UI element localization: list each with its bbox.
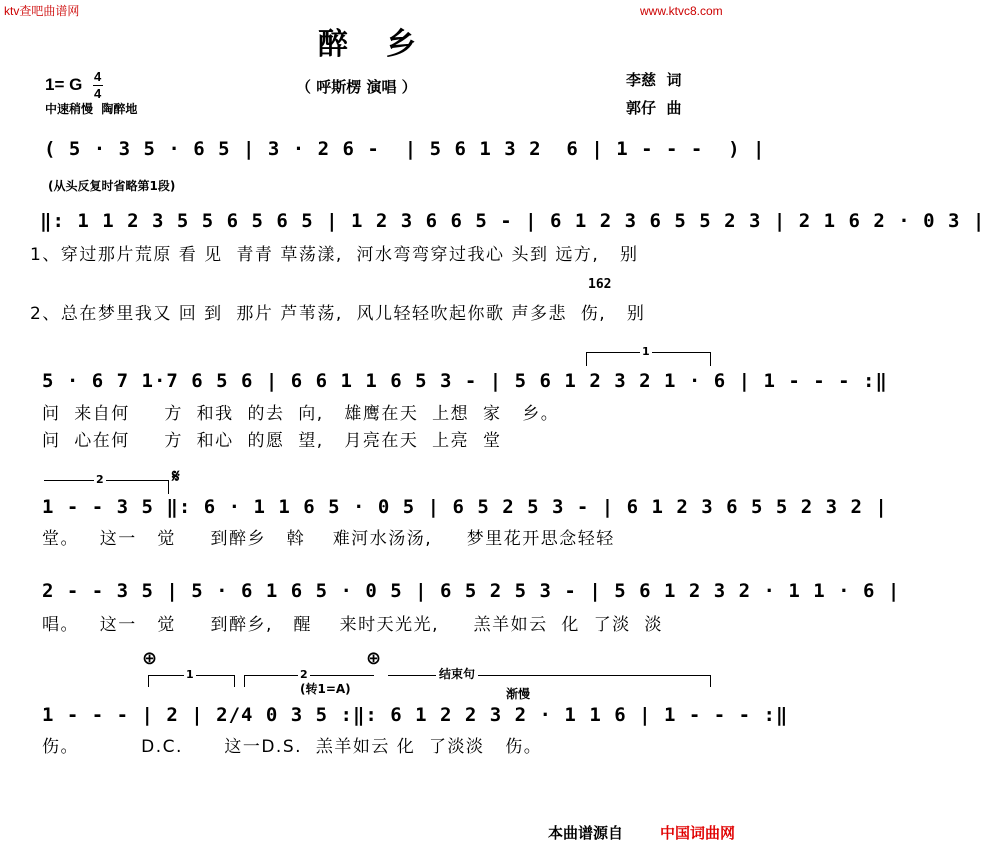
line2-lyrics-verse2: 问 心在何 方 和心 的愿 望, 月亮在天 上亮 堂 xyxy=(42,431,502,451)
ritardando-marking: 渐慢 xyxy=(506,687,531,701)
line4-lyrics: 唱。 这一 觉 到醉乡, 醒 来时天光光, 羔羊如云 化 了淡 淡 xyxy=(42,615,664,635)
line3-lyrics: 堂。 这一 觉 到醉乡 斡 难河水汤汤, 梦里花开思念轻轻 xyxy=(42,529,615,549)
footer-source: 本曲谱源自 xyxy=(548,824,624,842)
line1-lyrics-verse2: 2、总在梦里我又 回 到 那片 芦苇荡, 风儿轻轻吹起你歌 声多悲 伤, 别 xyxy=(30,304,646,324)
volta-1-bracket-left xyxy=(586,352,587,366)
composer-credit: 郭仔 曲 xyxy=(626,99,682,117)
coda-symbol-1: ⊕ xyxy=(142,648,158,669)
line3-notes: 1 - - 3 5 ‖: 6 · 1 1 6 5 · 0 5 | 6 5 2 5 3 - | 6 1 2 3 6 5 5 2 3 2 | xyxy=(42,496,888,518)
volta-2-bracket xyxy=(44,480,168,481)
line5-lyrics: 伤。 D.C. 这一D.S. 羔羊如云 化 了淡淡 伤。 xyxy=(42,737,543,757)
watermark-left: ktv查吧曲谱网 xyxy=(4,4,80,18)
repeat-note: (从头反复时省略第1段) xyxy=(48,179,176,193)
song-title: 醉乡 xyxy=(318,27,454,62)
ending-phrase-label: 结束句 xyxy=(436,668,478,680)
ending-volta-2-label: 2 xyxy=(300,668,308,681)
key-signature: 1= G xyxy=(45,75,83,94)
line5-notes: 1 - - - | 2 | 2/4 0 3 5 :‖: 6 1 2 2 3 2 · 1 1 6 | 1 - - - :‖ xyxy=(42,704,789,726)
line2-lyrics-verse1: 问 来自何 方 和我 的去 向, 雄鹰在天 上想 家 乡。 xyxy=(42,404,560,424)
alternate-notes-162: 162 xyxy=(588,277,612,292)
tempo-marking: 中速稍慢 陶醉地 xyxy=(45,102,138,116)
line1-notes: ‖: 1 1 2 3 5 5 6 5 6 5 | 1 2 3 6 6 5 - | 6 1 2 3 6 5 5 2 3 | 2 1 6 2 · 0 3 | xyxy=(40,210,985,232)
time-denominator: 4 xyxy=(94,86,102,101)
singer-credit: （ 呼斯楞 演唱 ） xyxy=(296,78,417,96)
volta-1-bracket-right xyxy=(710,352,711,366)
coda-symbol-2: ⊕ xyxy=(366,648,382,669)
footer-site: 中国词曲网 xyxy=(660,824,736,842)
ending-phrase-bracket-right xyxy=(710,675,711,687)
volta-1-label: 1 xyxy=(642,345,650,358)
time-numerator: 4 xyxy=(94,69,102,84)
ending-volta-1-right xyxy=(234,675,235,687)
ending-volta-1-label: 1 xyxy=(186,668,194,681)
segno-symbol: 𝄋 xyxy=(172,466,180,487)
ending-volta-2-left xyxy=(244,675,245,687)
volta-2-bracket-right xyxy=(168,480,169,494)
lyricist-credit: 李慈 词 xyxy=(626,71,682,89)
ending-volta-1-left xyxy=(148,675,149,687)
line2-notes: 5 · 6 7 1·7 6 5 6 | 6 6 1 1 6 5 3 - | 5 6 1 2 3 2 1 · 6 | 1 - - - :‖ xyxy=(42,370,888,392)
line1-lyrics-verse1: 1、穿过那片荒原 看 见 青青 草荡漾, 河水弯弯穿过我心 头到 远方, 别 xyxy=(30,245,639,265)
modulation-note: (转1=A) xyxy=(300,682,351,696)
volta-2-label: 2 xyxy=(96,473,104,486)
line4-notes: 2 - - 3 5 | 5 · 6 1 6 5 · 0 5 | 6 5 2 5 3 - | 5 6 1 2 3 2 · 1 1 · 6 | xyxy=(42,580,901,602)
intro-notes: ( 5 · 3 5 · 6 5 | 3 · 2 6 - | 5 6 1 3 2 6 | 1 - - - ) | xyxy=(44,138,766,160)
watermark-right: www.ktvc8.com xyxy=(640,4,723,18)
